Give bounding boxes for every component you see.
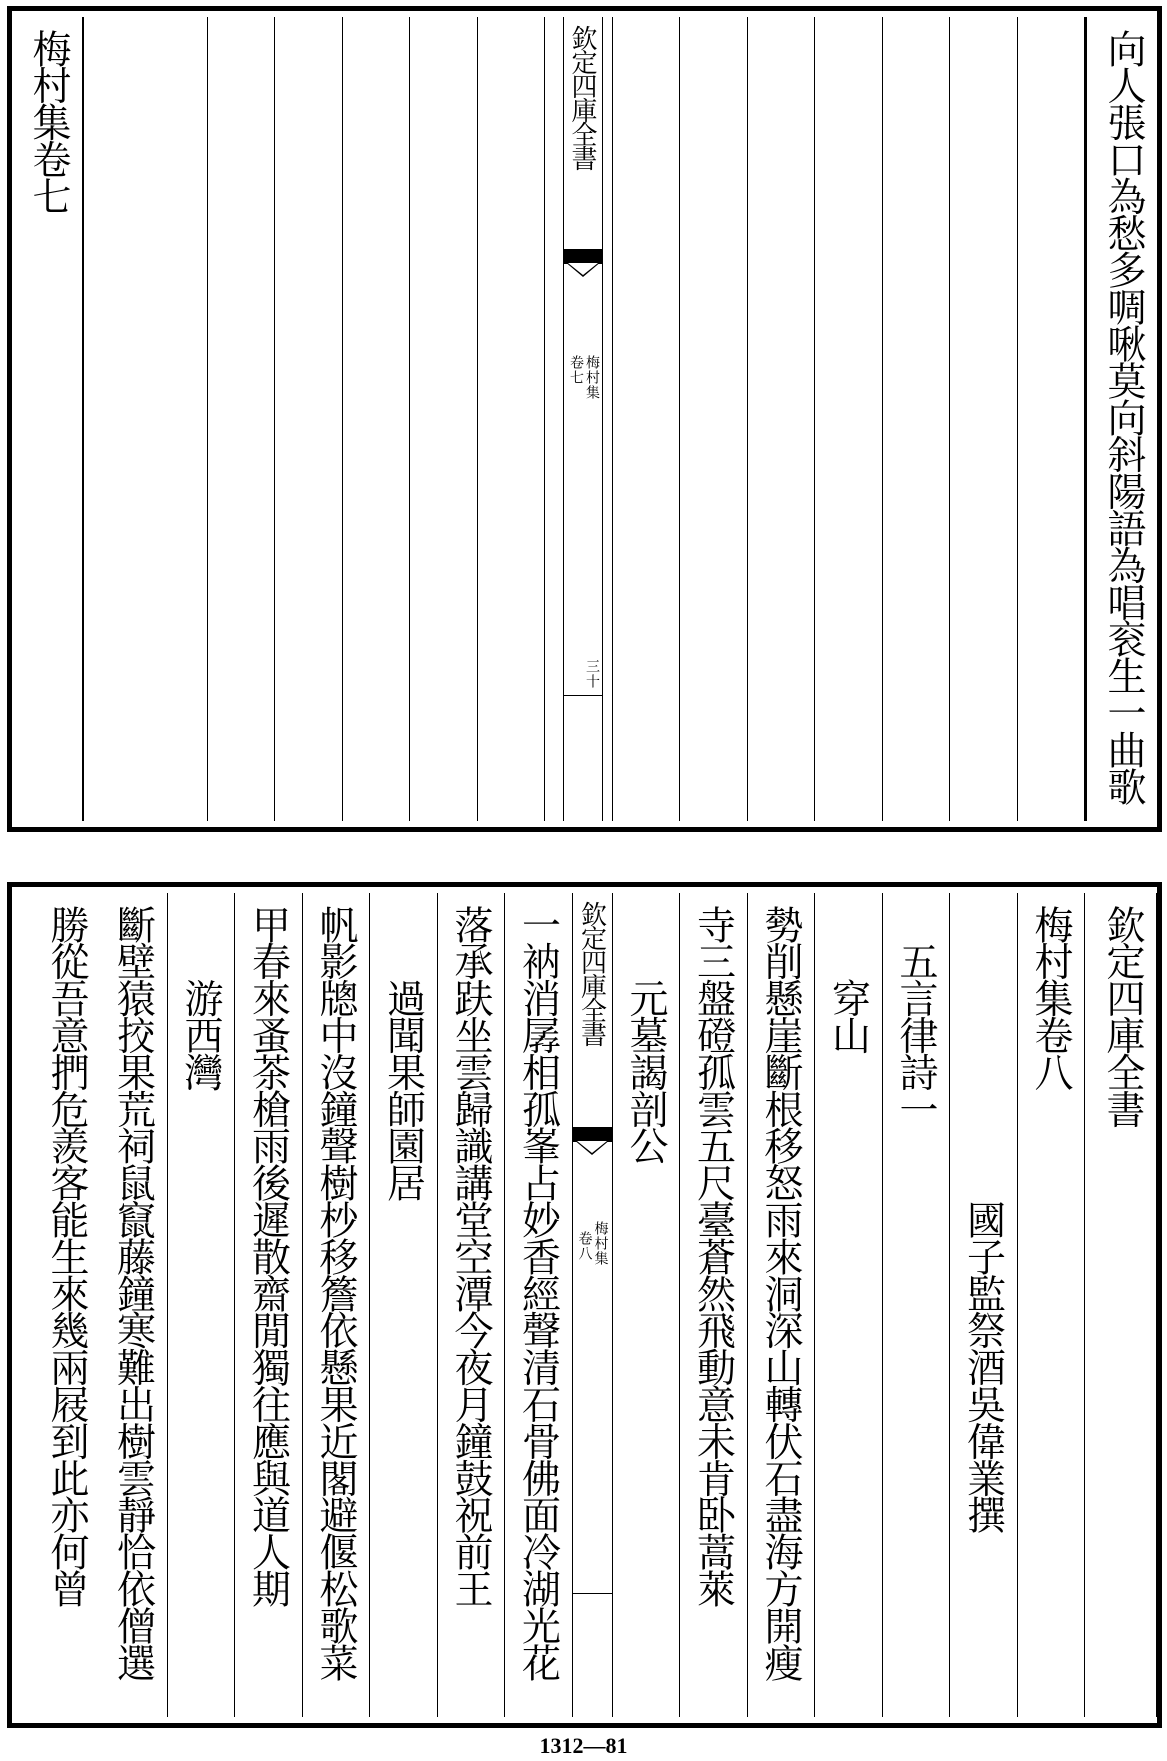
column-text: 元墓謁剖公 — [623, 905, 668, 1164]
blank-column — [950, 17, 1018, 821]
text-column — [505, 893, 573, 1717]
gutter-column — [573, 893, 613, 1717]
column-text: 甲春來蚤茶槍雨後遲散齋閒獨往應與道人期 — [245, 905, 291, 1607]
text-column — [370, 893, 438, 1717]
top-right-column — [1085, 17, 1157, 821]
text-column — [613, 893, 681, 1717]
fish-tail-mark — [573, 1127, 612, 1157]
column-text: 欽定四庫全書 — [1100, 905, 1145, 1127]
gutter-book-name: 梅村集 — [584, 355, 600, 400]
text-column — [28, 893, 100, 1717]
gutter-title: 欽定四庫全書 — [567, 25, 597, 169]
top-left-column — [12, 17, 84, 821]
blank-column — [680, 17, 748, 821]
column-text: 游西灣 — [178, 905, 223, 1090]
column-text: 穿山 — [825, 905, 871, 1053]
blank-column — [815, 17, 883, 821]
column-text: 寺三盤磴孤雲五尺臺蒼然飛動意未肯卧蒿萊 — [690, 905, 736, 1607]
top-left-column-text: 梅村集卷七 — [26, 29, 71, 214]
column-text: 一衲消孱相孤峯占妙香經聲清石骨佛面冷湖光花 — [515, 905, 561, 1680]
column-text: 五言律詩一 — [893, 905, 938, 1127]
blank-column — [613, 17, 681, 821]
text-column — [235, 893, 303, 1717]
gutter-book-name: 梅村集 — [592, 1221, 609, 1266]
column-text: 勢削懸崖斷根移怒雨來洞深山轉伏石盡海方開瘦 — [758, 905, 803, 1680]
column-text: 梅村集卷八 — [1028, 905, 1073, 1090]
column-text: 落承趺坐雲歸識講堂空潭今夜月鐘鼓祝前王 — [448, 905, 493, 1607]
blank-column — [343, 17, 411, 821]
blank-column — [883, 17, 951, 821]
gutter-page-number: 三十 — [584, 659, 600, 689]
column-text: 過聞果師園居 — [380, 905, 426, 1201]
text-column — [883, 893, 951, 1717]
blank-column — [140, 17, 208, 821]
text-column — [1085, 893, 1157, 1717]
blank-column — [275, 17, 343, 821]
text-column — [815, 893, 883, 1717]
text-column — [303, 893, 371, 1717]
column-text: 勝從吾意捫危羨客能生來幾兩屐到此亦何曾 — [44, 905, 89, 1607]
blank-column — [410, 17, 478, 821]
gutter-volume: 卷七 — [568, 355, 584, 385]
bottom-page — [7, 882, 1162, 1728]
fish-tail-mark — [564, 249, 602, 279]
top-center-gutter — [563, 17, 603, 821]
blank-column — [478, 17, 546, 821]
bottom-text-columns — [12, 893, 1157, 1717]
column-text: 帆影牕中沒鐘聲樹杪移簷依懸果近閣避偃松歌菜 — [313, 905, 358, 1680]
text-column — [168, 893, 236, 1717]
column-text: 國子監祭酒吳偉業撰 — [960, 905, 1006, 1533]
fish-tail-icon — [573, 1127, 611, 1157]
column-text: 斷壁猿挍果荒祠鼠竄藤鐘寒難出樹雲靜恰依僧選 — [110, 905, 156, 1680]
gutter-rule — [573, 1593, 612, 1594]
gutter-volume: 卷八 — [576, 1231, 593, 1261]
text-column — [680, 893, 748, 1717]
blank-column — [208, 17, 276, 821]
blank-column — [748, 17, 816, 821]
text-column — [1018, 893, 1086, 1717]
text-column — [100, 893, 168, 1717]
gutter-rule — [564, 695, 602, 696]
text-column — [438, 893, 506, 1717]
top-page — [7, 6, 1162, 832]
fish-tail-icon — [564, 249, 602, 279]
blank-column — [1018, 17, 1086, 821]
text-column — [748, 893, 816, 1717]
page-folio-number: 1312—81 — [539, 1733, 628, 1758]
text-column — [950, 893, 1018, 1717]
top-right-column-text: 向人張口為愁多啁啾莫向斜陽語為唱衮生一曲歌 — [1101, 29, 1146, 804]
gutter-title: 欽定四庫全書 — [576, 901, 607, 1045]
